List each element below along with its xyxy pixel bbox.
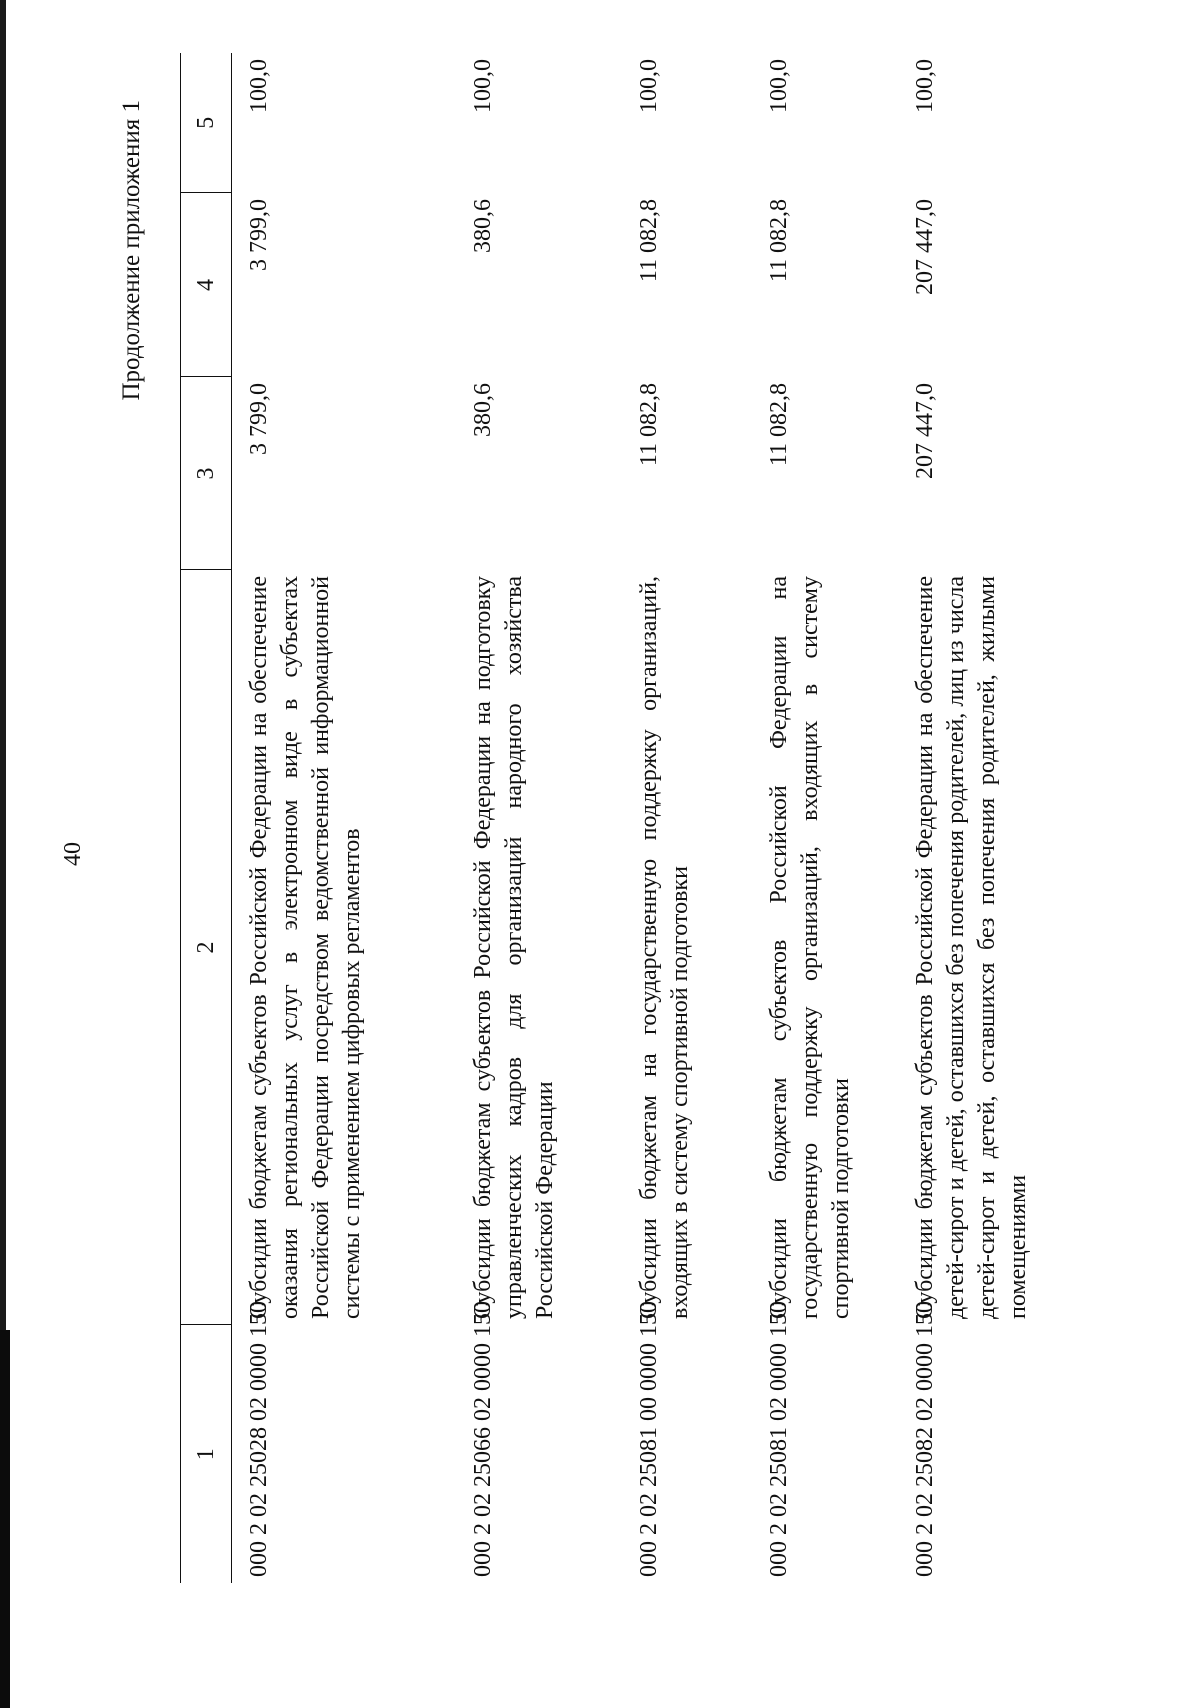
value-col4: 11 082,8 (636, 199, 662, 283)
budget-code: 000 2 02 25081 02 0000 150 (766, 1301, 792, 1577)
value-col4: 11 082,8 (766, 199, 792, 283)
value-col5: 100,0 (912, 59, 938, 113)
value-col4: 207 447,0 (912, 199, 938, 295)
page-number: 40 (60, 842, 86, 866)
table-row (456, 53, 622, 1583)
column-header-2: 2 (181, 570, 232, 1325)
column-header-1: 1 (181, 1325, 232, 1583)
description: Субсидии бюджетам субъектов Российской Федерации на государственную поддержку организаций, входящих в систему спортивной подготовки (766, 576, 854, 1319)
value-col5: 100,0 (766, 59, 792, 113)
description: Субсидии бюджетам на государственную поддержку организаций, входящих в систему спортивной подготовки (636, 576, 693, 1319)
column-header-3: 3 (181, 377, 232, 570)
value-col5: 100,0 (246, 59, 272, 113)
table-header-row (181, 53, 232, 1583)
value-col5: 100,0 (470, 59, 496, 113)
table-row (752, 53, 898, 1583)
value-col3: 3 799,0 (246, 383, 272, 455)
budget-code: 000 2 02 25066 02 0000 150 (470, 1301, 496, 1577)
table-row (232, 53, 457, 1583)
table-row (622, 53, 752, 1583)
value-col4: 380,6 (470, 199, 496, 253)
table-row (898, 53, 1082, 1583)
continuation-label: Продолжение приложения 1 (118, 100, 145, 401)
value-col3: 11 082,8 (766, 383, 792, 467)
budget-code: 000 2 02 25081 00 0000 150 (636, 1301, 662, 1577)
value-col3: 11 082,8 (636, 383, 662, 467)
description: Субсидии бюджетам субъектов Российской Федерации на обеспечение оказания региональных услуг в электронном виде в субъектах Российской Федерации посредством ведомственной информационной системы с применением цифровых регламентов (246, 576, 365, 1319)
budget-code: 000 2 02 25028 02 0000 150 (246, 1301, 272, 1577)
budget-code: 000 2 02 25082 02 0000 150 (912, 1301, 938, 1577)
budget-table (180, 53, 1082, 1583)
value-col5: 100,0 (636, 59, 662, 113)
description: Субсидии бюджетам субъектов Российской Федерации на обеспечение детей-сирот и детей, оставшихся без попечения родителей, лиц из числа детей-сирот и детей, оставшихся без попечения родителей, жилыми помещениями (912, 576, 1031, 1319)
description: Субсидии бюджетам субъектов Российской Федерации на подготовку управленческих кадров для организаций народного хозяйства Российской Федерации (470, 576, 558, 1319)
value-col3: 207 447,0 (912, 383, 938, 479)
column-header-4: 4 (181, 193, 232, 377)
value-col4: 3 799,0 (246, 199, 272, 271)
column-header-5: 5 (181, 53, 232, 193)
value-col3: 380,6 (470, 383, 496, 437)
